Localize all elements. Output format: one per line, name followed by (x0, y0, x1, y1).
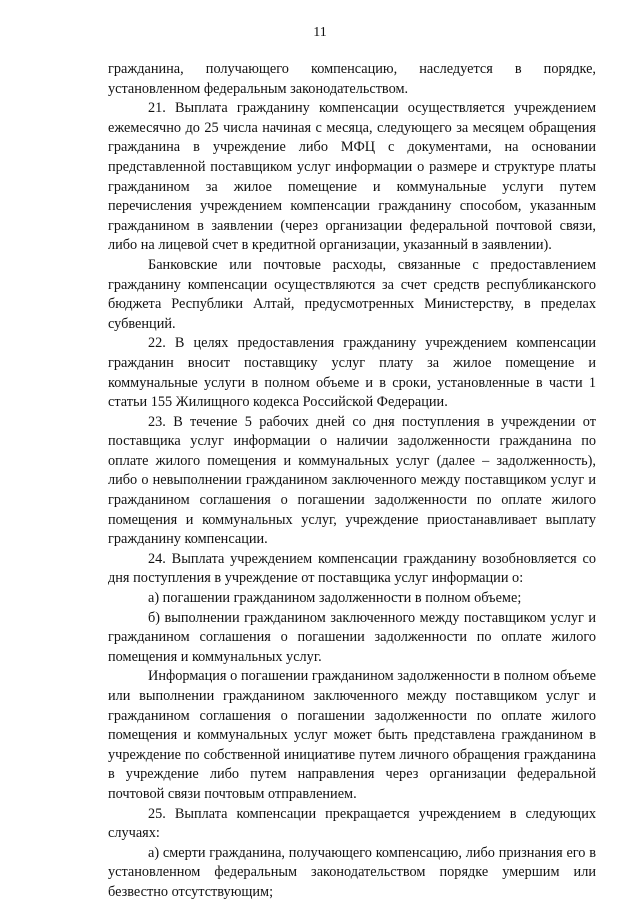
paragraph-clause-24-a: а) погашении гражданином задолженности в полном объеме; (148, 590, 522, 607)
paragraph-clause-25: 25. Выплата компенсации прекращается учреждением в следующих случаях: (108, 805, 596, 842)
paragraph-continuation: гражданина, получающего компенсацию, наследуется в порядке, установленном федеральным законодательством. (108, 61, 596, 97)
paragraph-bank-expenses: Банковские или почтовые расходы, связанные с предоставлением гражданину компенсации осуществляются за счет средств республиканского бюджета Республики Алтай, предусмотренных Министерству, в пределах субвенций. (108, 256, 596, 332)
paragraph-clause-22: 22. В целях предоставления гражданину учреждением компенсации гражданин вносит поставщику услуг плату за жилое помещение и коммунальные услуги в полном объеме и в сроки, установленные в части 1 статьи 155 Жилищного кодекса Российской Федерации. (108, 335, 596, 411)
paragraph-clause-21: 21. Выплата гражданину компенсации осуществляется учреждением ежемесячно до 25 числа начиная с месяца, следующего за месяцем обращения гражданина в учреждение либо МФЦ с документами, на основании представленной поставщиком услуг информации о размере и структуре платы гражданином за жилое помещение и коммунальные услуги путем перечисления учреждением компенсации гражданину способом, указанным гражданином в заявлении (через организации федеральной почтовой связи, либо на лицевой счет в кредитной организации, указанный в заявлении). (108, 100, 596, 254)
document-body (108, 60, 596, 903)
page-number: 11 (313, 25, 327, 40)
paragraph-clause-23: 23. В течение 5 рабочих дней со дня поступления в учреждении от поставщика услуг информации о наличии задолженности гражданина по оплате жилого помещения и коммунальных услуг (далее – задолженность), либо о невыполнении гражданином заключенного между поставщиком услуг и гражданином соглашения о погашении задолженности по оплате жилого помещения и коммунальных услуг, учреждение приостанавливает выплату гражданину компенсации. (108, 413, 596, 548)
paragraph-information: Информация о погашении гражданином задолженности в полном объеме или выполнении гражданином заключенного между поставщиком услуг и гражданином соглашения о погашении задолженности по оплате жилого помещения и коммунальных услуг может быть представлена гражданином в учреждение по собственной инициативе путем личного обращения гражданина в учреждение либо путем направления через организации федеральной почтовой связи почтовым отправлением. (108, 668, 596, 802)
paragraph-clause-25-a: а) смерти гражданина, получающего компенсацию, либо признания его в установленном федеральным законодательством порядке умершим или безвестно отсутствующим; (108, 844, 596, 900)
paragraph-clause-24-b: б) выполнении гражданином заключенного между поставщиком услуг и гражданином соглашения о погашении задолженности по оплате жилого помещения и коммунальных услуг. (108, 609, 596, 665)
paragraph-clause-24: 24. Выплата учреждением компенсации гражданину возобновляется со дня поступления в учреждение от поставщика услуг информации о: (108, 550, 596, 587)
